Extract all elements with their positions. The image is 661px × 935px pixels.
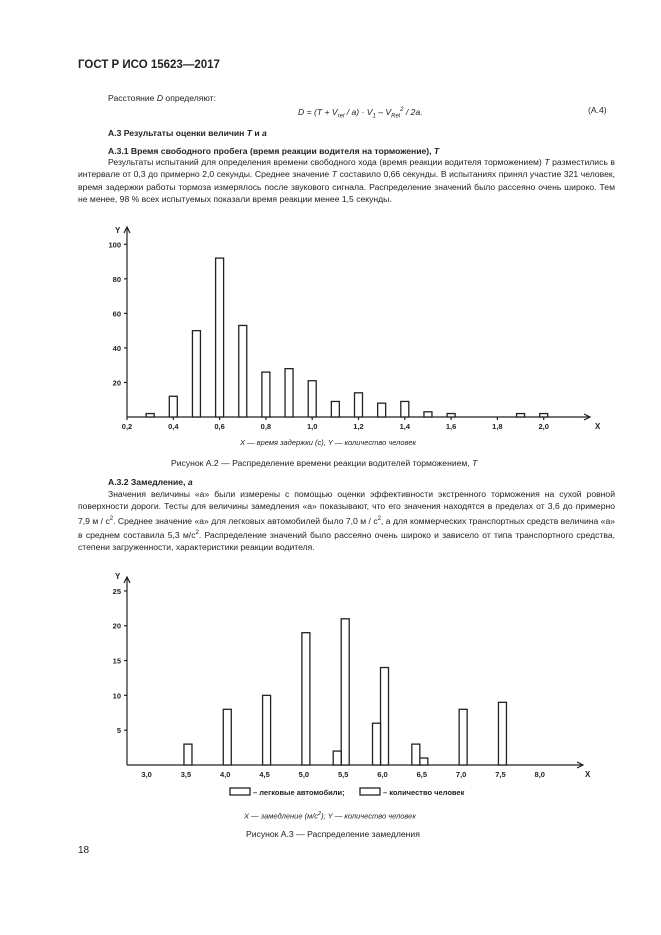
bar [192, 331, 200, 417]
page-number: 18 [78, 845, 90, 856]
bar [355, 393, 363, 417]
y-tick-label: 5 [116, 726, 121, 736]
x-tick-label: 3,0 [141, 770, 152, 779]
y-tick-label: 60 [112, 309, 121, 319]
x-axis-label: X [595, 422, 601, 431]
x-tick-label: 0,4 [168, 422, 179, 431]
bar [424, 412, 432, 417]
y-tick-label: 25 [112, 586, 121, 596]
x-tick-label: 8,0 [534, 770, 545, 779]
figure3-axis-note: X — замедление $(м/с^2)$; Y — количество человек [244, 811, 416, 821]
bar [540, 414, 548, 417]
chart-deceleration [0, 565, 661, 810]
bar [285, 369, 293, 417]
bar [169, 396, 177, 417]
x-tick-label: 1,4 [399, 422, 411, 431]
legend-label-commercial: – количество человек [383, 788, 465, 797]
bar [401, 401, 409, 417]
legend-swatch-commercial [360, 788, 380, 795]
formula: $D = (T + V_{rel} / a) \cdot V_1 - V_{Rel}^2 / 2a$. [298, 106, 423, 120]
x-tick-label: 4,5 [259, 770, 270, 779]
x-tick-label: 7,0 [455, 770, 467, 779]
distance-intro: Расстояние D определяют: [108, 93, 216, 103]
bar-cars [373, 723, 381, 765]
x-tick-label: 0,8 [260, 422, 272, 431]
bar [146, 414, 154, 417]
formula-number: (A.4) [588, 105, 607, 115]
bar-commercial [263, 695, 271, 765]
bar-commercial [381, 668, 389, 765]
y-tick-label: 20 [112, 621, 121, 631]
bar [378, 403, 386, 417]
section-a32-body: Значения величины «a» были измерены с помощью оценки эффективности экстренного торможения на сухой ровной поверхности дороги. Тесты для величины замедления «a» показывают, что его значения находятся в пределах от 3,6 до примерно 7,9 м / $с^2$. Среднее значение «a» для легковых автомобилей было 7,0 м / $с^2$, а для коммерческих транспортных средств величина «a» в среднем составила 5,3 $м/с^2$. Распределение значений было рассеяно очень широко и зависело от типа транспортного средства, степени загруженности, характеристики реакции водителя. [78, 489, 616, 553]
x-tick-label: 5,5 [337, 770, 349, 779]
bar-commercial [341, 619, 349, 765]
bar [262, 372, 270, 417]
x-tick-label: 1,2 [353, 422, 364, 431]
bar [517, 414, 525, 417]
section-a32-title: А.3.2 Замедление, a [108, 477, 193, 487]
x-tick-label: 0,2 [121, 422, 133, 431]
x-tick-label: 0,6 [214, 422, 225, 431]
bar-commercial [498, 702, 506, 765]
x-tick-label: 3,5 [180, 770, 192, 779]
bar-commercial [223, 709, 231, 765]
bar-commercial [184, 744, 192, 765]
y-tick-label: 10 [112, 691, 121, 701]
legend-swatch-cars [230, 788, 250, 795]
x-tick-label: 1,6 [445, 422, 457, 431]
bar [447, 414, 455, 417]
y-tick-label: 20 [112, 378, 121, 388]
y-axis-label: Y [115, 226, 121, 235]
figure2-axis-note: X — время задержки (с), Y — количество человек [240, 438, 417, 447]
bar-cars [412, 744, 420, 765]
y-tick-label: 40 [112, 343, 121, 353]
bar-cars [333, 751, 341, 765]
x-axis-label: X [585, 770, 591, 779]
section-a3-title: A.3 Результаты оценки величин T и a [108, 128, 267, 138]
x-tick-label: 2,0 [538, 422, 549, 431]
y-tick-label: 100 [108, 240, 121, 250]
x-tick-label: 4,0 [220, 770, 231, 779]
bar [216, 258, 224, 417]
bar [239, 325, 247, 417]
x-tick-label: 6,0 [377, 770, 388, 779]
y-tick-label: 80 [112, 274, 121, 284]
bar-commercial [459, 709, 467, 765]
y-tick-label: 15 [112, 656, 121, 666]
x-tick-label: 6,5 [416, 770, 428, 779]
document-header: ГОСТ Р ИСО 15623—2017 [78, 59, 220, 71]
figure3-caption: Рисунок А.3 — Распределение замедления [246, 829, 420, 839]
section-a31-body: Результаты испытаний для определения времени свободного хода (время реакции водителя торможением) T разместились в интервале от 0,3 до примерно 2,0 секунды. Среднее значение T составило 0,66 секунды. В испытаниях принял участие 321 человек, время задержки работы тормоза измерялось после звукового сигнала. Распределение значений было рассеяно очень широко. Тем не менее, 98 % всех испытуемых показали время реакции менее 1,5 секунды. [78, 157, 615, 205]
section-a31-title: А.3.1 Время свободного пробега (время реакции водителя на торможение), T [108, 146, 440, 156]
x-tick-label: 1,8 [492, 422, 503, 431]
x-tick-label: 7,5 [495, 770, 506, 779]
legend-label-cars: – легковые автомобили; [253, 788, 345, 797]
bar-commercial [302, 633, 310, 765]
bar-commercial [420, 758, 428, 765]
bar [331, 401, 339, 417]
figure2-caption: Рисунок А.2 — Распределение времени реакции водителей торможением, T [171, 458, 478, 468]
chart-reaction-time [0, 215, 661, 440]
y-axis-label: Y [115, 572, 121, 581]
x-tick-label: 1,0 [306, 422, 318, 431]
bar [308, 381, 316, 417]
x-tick-label: 5,0 [298, 770, 310, 779]
